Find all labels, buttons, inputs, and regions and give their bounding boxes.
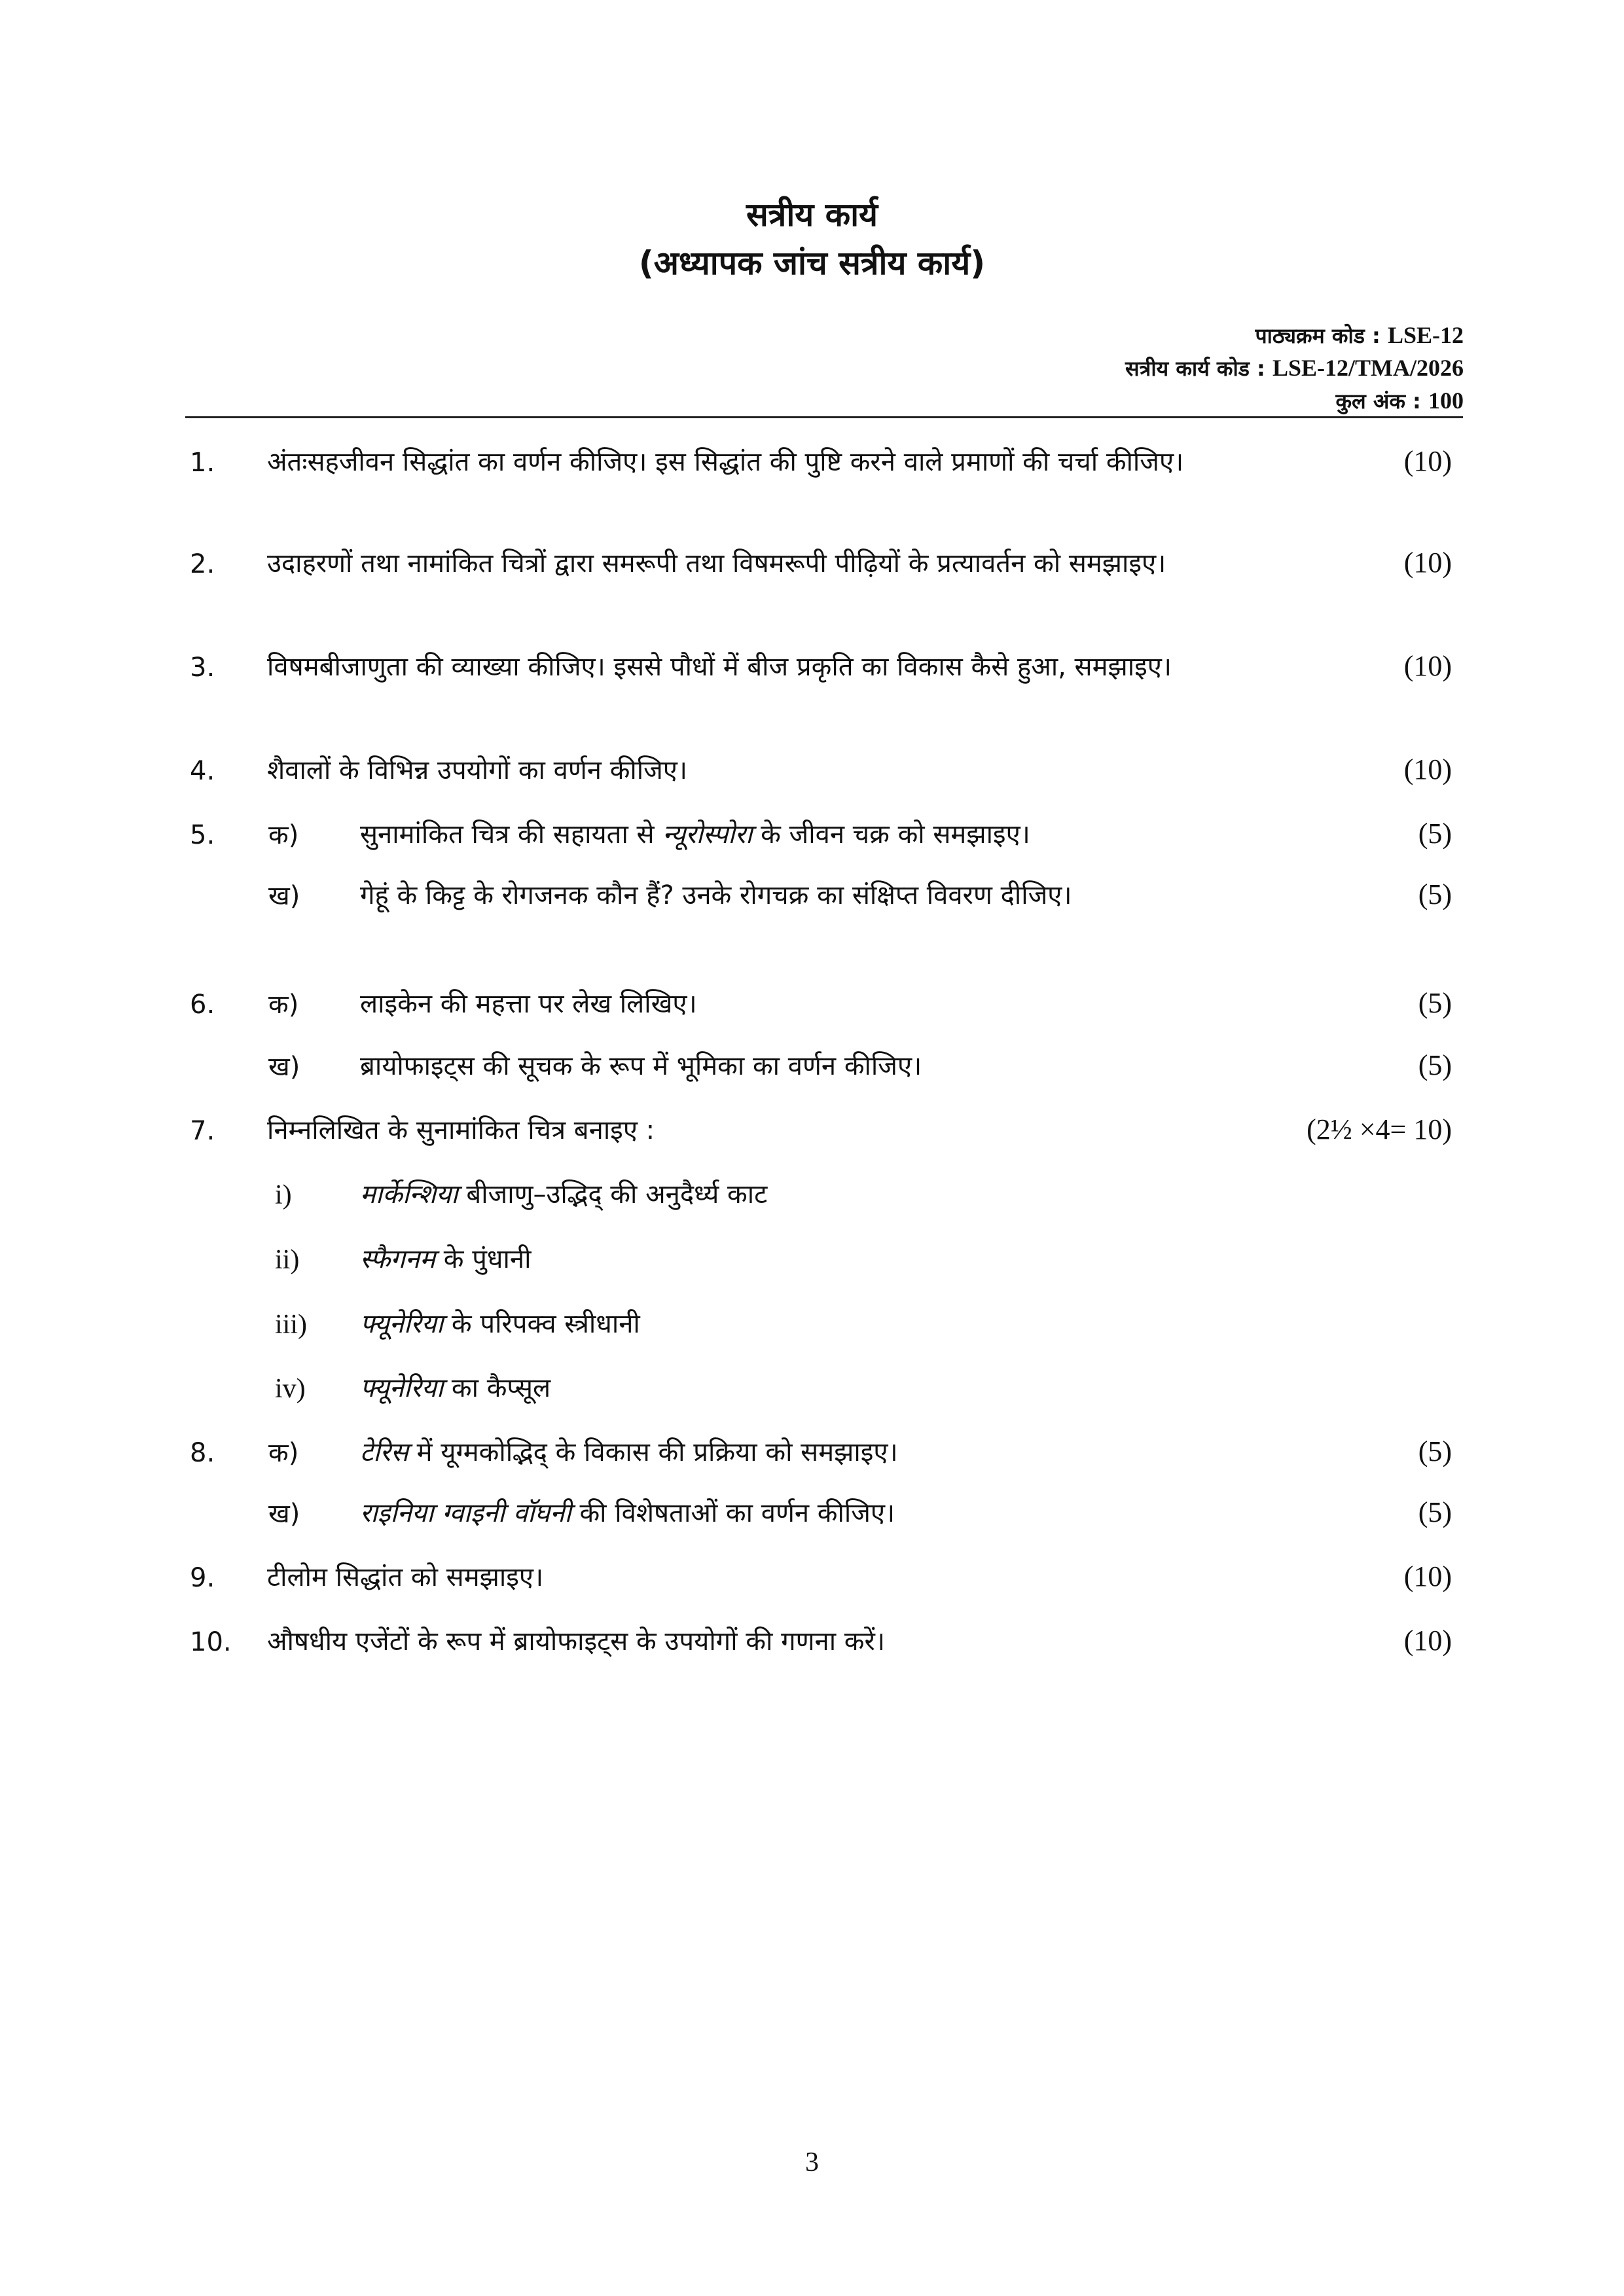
question-10-number: 10. — [190, 1627, 232, 1657]
question-6b-marks: (5) — [1418, 1049, 1452, 1081]
question-8a-label: क) — [268, 1438, 299, 1468]
question-5a-text: सुनामांकित चित्र की सहायता से न्यूरोस्पोरा के जीवन चक्र को समझाइए। — [360, 819, 1030, 850]
assignment-code-line — [1125, 352, 1464, 384]
question-7-item-iii-text: फ्यूनेरिया के परिपक्व स्त्रीधानी — [360, 1309, 640, 1339]
question-6-number: 6. — [190, 990, 215, 1020]
question-7-marks: (2½ ×4= 10) — [1307, 1113, 1452, 1145]
question-7-item-i-label: i) — [275, 1180, 292, 1210]
question-3-text: विषमबीजाणुता की व्याख्या कीजिए। इससे पौधों में बीज प्रकृति का विकास कैसे हुआ, समझाइए। — [267, 652, 1172, 682]
question-5b-text: गेहूं के किट्ट के रोगजनक कौन हैं? उनके रोगचक्र का संक्षिप्त विवरण दीजिए। — [360, 880, 1072, 910]
question-6a-text: लाइकेन की महत्ता पर लेख लिखिए। — [360, 989, 697, 1019]
question-1-text: अंतःसहजीवन सिद्धांत का वर्णन कीजिए। इस सिद्धांत की पुष्टि करने वाले प्रमाणों की चर्चा कीजिए। — [267, 447, 1184, 477]
organism-name: फ्यूनेरिया — [360, 1309, 444, 1339]
organism-name: स्फैगनम — [360, 1244, 436, 1274]
total-marks-line — [1335, 385, 1464, 417]
organism-name: न्यूरोस्पोरा — [662, 819, 753, 850]
question-6a-label: क) — [268, 990, 299, 1020]
question-7-text: निम्नलिखित के सुनामांकित चित्र बनाइए : — [267, 1115, 655, 1145]
course-code-label: पाठ्यक्रम कोड : — [1255, 323, 1380, 348]
organism-name: मार्केन्शिया — [360, 1179, 458, 1210]
assignment-code: LSE-12/TMA/2026 — [1272, 355, 1464, 381]
question-6b-text: ब्रायोफाइट्स की सूचक के रूप में भूमिका का वर्णन कीजिए। — [360, 1051, 922, 1081]
total-marks-label: कुल अंक : — [1335, 389, 1421, 414]
question-4-number: 4. — [190, 756, 215, 786]
question-8a-marks: (5) — [1418, 1435, 1452, 1467]
page-subtitle: (अध्यापक जांच सत्रीय कार्य) — [638, 244, 986, 282]
page-title: सत्रीय कार्य — [746, 196, 878, 234]
question-10-text: औषधीय एजेंटों के रूप में ब्रायोफाइट्स के उपयोगों की गणना करें। — [267, 1626, 886, 1657]
question-6b-label: ख) — [268, 1052, 300, 1082]
organism-name: फ्यूनेरिया — [360, 1373, 444, 1403]
question-4-text: शैवालों के विभिन्न उपयोगों का वर्णन कीजिए। — [267, 755, 688, 785]
question-2-marks: (10) — [1403, 547, 1452, 579]
question-7-number: 7. — [190, 1116, 215, 1146]
question-6a-marks: (5) — [1418, 987, 1452, 1019]
course-code-line — [1255, 319, 1464, 351]
question-5b-marks: (5) — [1418, 878, 1452, 910]
question-8b-marks: (5) — [1418, 1496, 1452, 1528]
question-1-number: 1. — [190, 448, 215, 478]
question-10-marks: (10) — [1403, 1624, 1452, 1657]
question-8b-text: राइनिया ग्वाइनी वॉघनी की विशेषताओं का वर्णन कीजिए। — [360, 1498, 895, 1528]
header-divider — [185, 416, 1463, 418]
question-5b-label: ख) — [268, 881, 300, 911]
question-9-marks: (10) — [1403, 1560, 1452, 1592]
question-8-number: 8. — [190, 1438, 215, 1468]
question-5a-label: क) — [268, 820, 299, 850]
assignment-code-label: सत्रीय कार्य कोड : — [1125, 356, 1265, 381]
organism-name: टेरिस — [360, 1437, 408, 1467]
total-marks: 100 — [1428, 387, 1464, 414]
question-4-marks: (10) — [1403, 753, 1452, 785]
question-1-marks: (10) — [1403, 445, 1452, 477]
question-7-item-i-text: मार्केन्शिया बीजाणु–उद्भिद् की अनुदैर्ध्य काट — [360, 1179, 768, 1210]
question-2-text: उदाहरणों तथा नामांकित चित्रों द्वारा समरूपी तथा विषमरूपी पीढ़ियों के प्रत्यावर्तन को समझाइए। — [267, 548, 1166, 579]
question-9-number: 9. — [190, 1563, 215, 1593]
question-7-item-iv-text: फ्यूनेरिया का कैप्सूल — [360, 1373, 551, 1403]
question-8a-text: टेरिस में यूग्मकोद्भिद् के विकास की प्रक्रिया को समझाइए। — [360, 1437, 898, 1467]
question-7-item-iii-label: iii) — [275, 1310, 307, 1340]
question-9-text: टीलोम सिद्धांत को समझाइए। — [267, 1562, 544, 1592]
question-7-item-ii-label: ii) — [275, 1245, 300, 1275]
page-number: 3 — [805, 2147, 819, 2178]
question-5a-marks: (5) — [1418, 817, 1452, 850]
question-7-item-ii-text: स्फैगनम के पुंधानी — [360, 1244, 532, 1274]
organism-name: राइनिया ग्वाइनी वॉघनी — [360, 1498, 571, 1528]
question-3-number: 3. — [190, 653, 215, 683]
question-7-item-iv-label: iv) — [275, 1374, 306, 1404]
course-code: LSE-12 — [1387, 322, 1464, 348]
question-2-number: 2. — [190, 549, 215, 579]
question-3-marks: (10) — [1403, 650, 1452, 682]
question-8b-label: ख) — [268, 1499, 300, 1529]
question-5-number: 5. — [190, 820, 215, 850]
